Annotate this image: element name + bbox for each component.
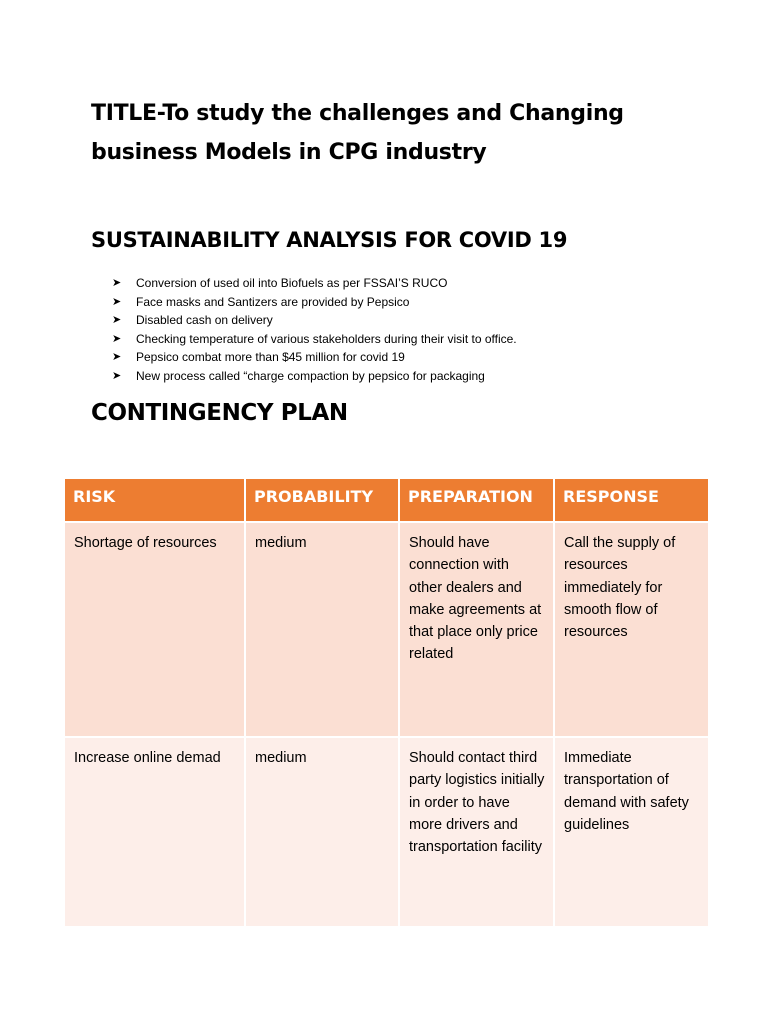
list-item-text: Face masks and Santizers are provided by Pepsico xyxy=(136,294,410,309)
title-line-1: TITLE-To study the challenges and Changing xyxy=(91,101,624,126)
table-row xyxy=(64,522,709,737)
list-item xyxy=(112,330,517,349)
arrowhead-bullet-icon: ➤ xyxy=(112,351,122,364)
contingency-table xyxy=(63,477,710,928)
cell-response: Call the supply of resources immediately for smooth flow of resources xyxy=(554,522,709,737)
list-item xyxy=(112,274,517,293)
title-line-2: business Models in CPG industry xyxy=(91,140,487,165)
cell-probability: medium xyxy=(245,522,399,737)
header-probability: PROBABILITY xyxy=(245,478,399,522)
cell-risk: Increase online demad xyxy=(64,737,245,927)
cell-probability: medium xyxy=(245,737,399,927)
list-item-text: Pepsico combat more than $45 million for covid 19 xyxy=(136,350,405,365)
table-row xyxy=(64,737,709,927)
document-title xyxy=(91,94,711,172)
list-item-text: New process called “charge compaction by pepsico for packaging xyxy=(136,368,485,383)
arrowhead-bullet-icon: ➤ xyxy=(112,332,122,345)
arrowhead-bullet-icon: ➤ xyxy=(112,369,122,382)
list-item xyxy=(112,293,517,312)
sustainability-list xyxy=(112,274,517,386)
table-header-row xyxy=(64,478,709,522)
cell-risk: Shortage of resources xyxy=(64,522,245,737)
arrowhead-bullet-icon: ➤ xyxy=(112,314,122,327)
list-item xyxy=(112,348,517,367)
list-item-text: Disabled cash on delivery xyxy=(136,313,273,328)
cell-response: Immediate transportation of demand with safety guidelines xyxy=(554,737,709,927)
contingency-heading: CONTINGENCY PLAN xyxy=(91,400,348,426)
arrowhead-bullet-icon: ➤ xyxy=(112,277,122,289)
list-item-text: Checking temperature of various stakeholders during their visit to office. xyxy=(136,331,517,346)
cell-preparation: Should have connection with other dealers and make agreements at that place only price related xyxy=(399,522,554,737)
cell-preparation: Should contact third party logistics initially in order to have more drivers and transportation facility xyxy=(399,737,554,927)
header-response: RESPONSE xyxy=(554,478,709,522)
sustainability-heading: SUSTAINABILITY ANALYSIS FOR COVID 19 xyxy=(91,228,568,252)
list-item xyxy=(112,311,517,330)
list-item xyxy=(112,367,517,386)
header-preparation: PREPARATION xyxy=(399,478,554,522)
arrowhead-bullet-icon: ➤ xyxy=(112,295,122,308)
list-item-text: Conversion of used oil into Biofuels as per FSSAI’S RUCO xyxy=(136,276,448,290)
header-risk: RISK xyxy=(64,478,245,522)
